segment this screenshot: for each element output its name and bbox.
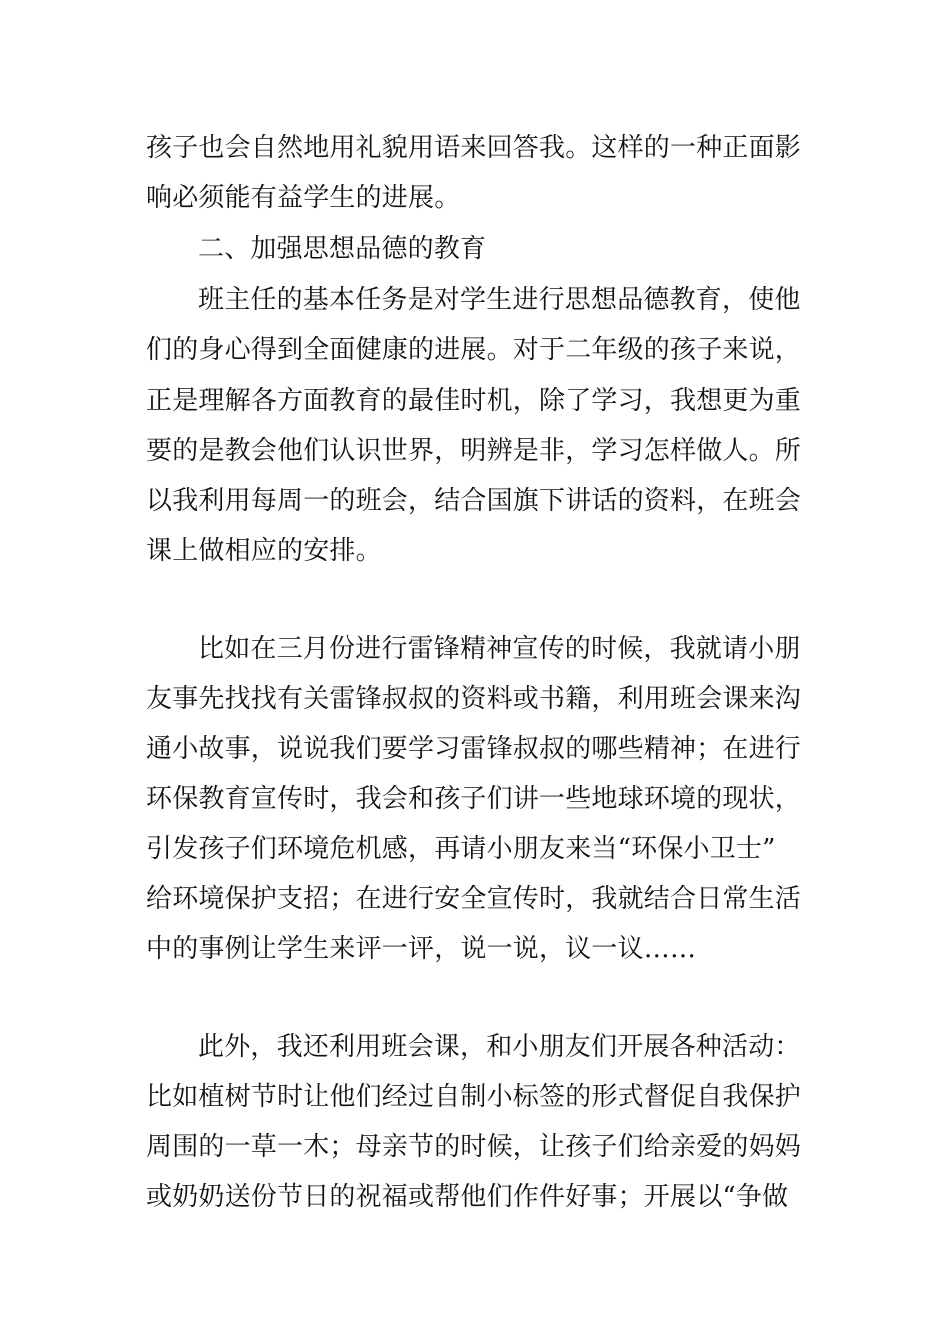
paragraph-3-line-6: 给环境保护支招；在进行安全宣传时，我就结合日常生活 xyxy=(146,884,802,914)
section-heading: 二、加强思想品德的教育 xyxy=(198,234,487,264)
paragraph-2-line-1: 班主任的基本任务是对学生进行思想品德教育，使他 xyxy=(198,285,801,315)
paragraph-1-line-2: 响必须能有益学生的进展。 xyxy=(146,183,461,213)
paragraph-4-line-1: 此外，我还利用班会课，和小朋友们开展各种活动： xyxy=(198,1032,801,1062)
paragraph-3-line-7: 中的事例让学生来评一评，说一说，议一议…… xyxy=(146,934,697,964)
paragraph-2-line-6: 课上做相应的安排。 xyxy=(146,536,382,566)
paragraph-1-line-1: 孩子也会自然地用礼貌用语来回答我。这样的一种正面影 xyxy=(146,133,802,163)
paragraph-3-line-4: 环保教育宣传时，我会和孩子们讲一些地球环境的现状， xyxy=(146,784,802,814)
paragraph-2-line-4: 要的是教会他们认识世界，明辨是非，学习怎样做人。所 xyxy=(146,436,802,466)
paragraph-2-line-2: 们的身心得到全面健康的进展。对于二年级的孩子来说， xyxy=(146,335,802,365)
paragraph-2-line-3: 正是理解各方面教育的最佳时机，除了学习，我想更为重 xyxy=(146,386,802,416)
paragraph-3-line-1: 比如在三月份进行雷锋精神宣传的时候，我就请小朋 xyxy=(198,634,801,664)
paragraph-2-line-5: 以我利用每周一的班会，结合国旗下讲话的资料，在班会 xyxy=(146,486,802,516)
paragraph-3-line-3: 通小故事，说说我们要学习雷锋叔叔的哪些精神；在进行 xyxy=(146,734,802,764)
paragraph-3-line-2: 友事先找找有关雷锋叔叔的资料或书籍，利用班会课来沟 xyxy=(146,684,802,714)
paragraph-4-line-2: 比如植树节时让他们经过自制小标签的形式督促自我保护 xyxy=(146,1082,802,1112)
paragraph-3-line-5: 引发孩子们环境危机感，再请小朋友来当“环保小卫士” xyxy=(146,834,776,864)
paragraph-4-line-3: 周围的一草一木；母亲节的时候，让孩子们给亲爱的妈妈 xyxy=(146,1132,802,1162)
paragraph-4-line-4: 或奶奶送份节日的祝福或帮他们作件好事；开展以“争做 xyxy=(146,1182,789,1212)
